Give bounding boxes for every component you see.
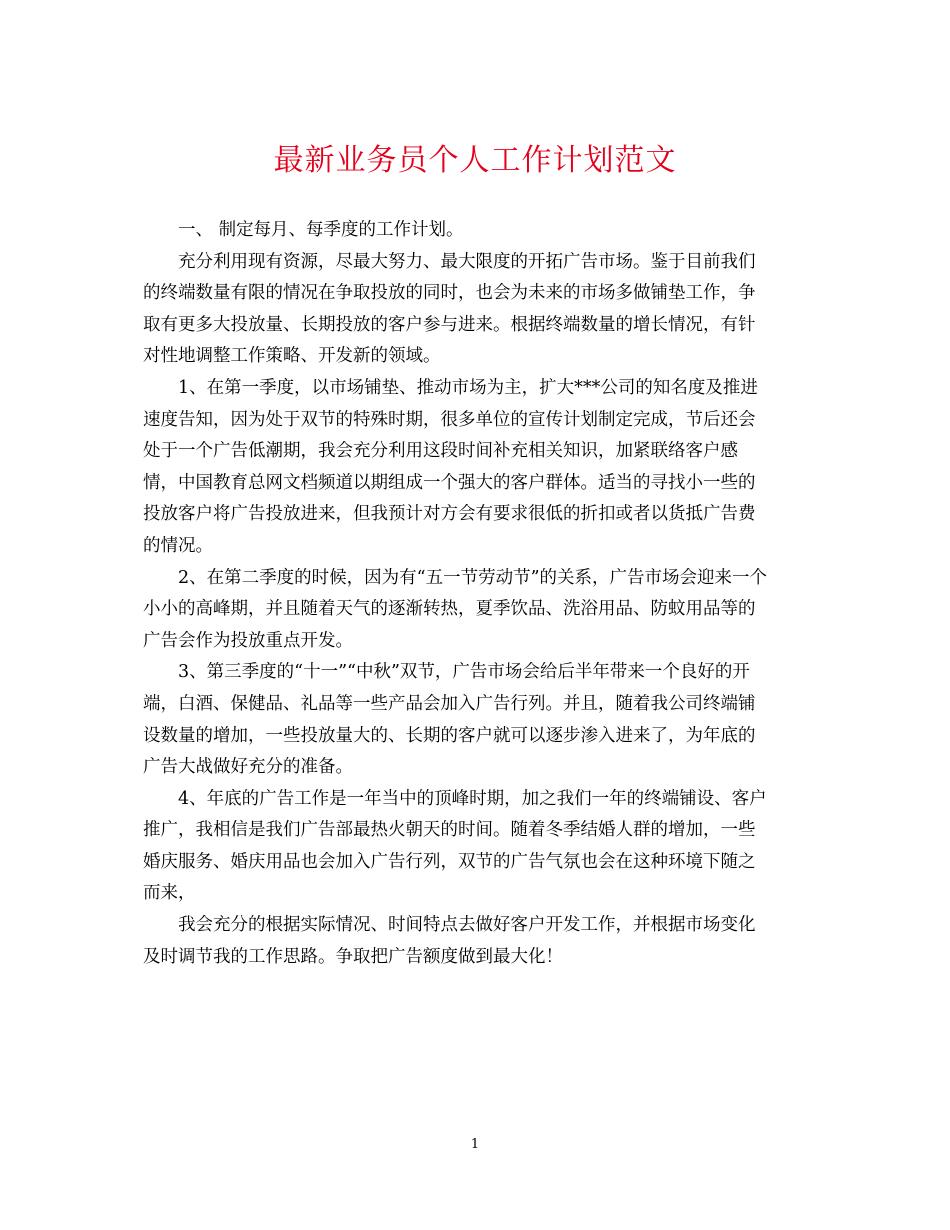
document-title: 最新业务员个人工作计划范文 (273, 143, 677, 178)
body-paragraph: 1、在第一季度，以市场铺垫、推动市场为主，扩大***公司的知名度及推进 速度告知，因为处于双节的特殊时期，很多单位的宣传计划制定完成，节后还会 处于一个广告低潮期，我会充分利用这段时间补充相关知识，加紧联络客户感 情，中国教育总网文档频道以期组成一个强大的客户群体。适当的寻找小一些的 投放客户将广告投放进来，但我预计对方会有要求很低的折扣或者以货抵广告费 的情况。 (143, 377, 758, 556)
page-number: 1 (470, 1137, 480, 1152)
body-paragraph: 4、年底的广告工作是一年当中的顶峰时期，加之我们一年的终端铺设、客户 推广，我相信是我们广告部最热火朝天的时间。随着冬季结婚人群的增加，一些 婚庆服务、婚庆用品也会加入广告行列，双节的广告气氛也会在这种环境下随之 而来， (143, 788, 767, 904)
heading-paragraph: 一、 制定每月、每季度的工作计划。 (178, 220, 464, 240)
body-paragraph: 2、在第二季度的时候，因为有“五一节劳动节”的关系，广告市场会迎来一个 小小的高峰期，并且随着天气的逐渐转热，夏季饮品、洗浴用品、防蚊用品等的 广告会作为投放重点开发。 (143, 567, 768, 651)
document-body (143, 215, 807, 973)
body-paragraph: 3、第三季度的“十一”“中秋”双节，广告市场会给后半年带来一个良好的开 端，白酒、保健品、礼品等一些产品会加入广告行列。并且，随着我公司终端铺 设数量的增加，一些投放量大的、长期的客户就可以逐步渗入进来了，为年底的 广告大战做好充分的准备。 (143, 662, 756, 778)
body-paragraph: 充分利用现有资源，尽最大努力、最大限度的开拓广告市场。鉴于目前我们 的终端数量有限的情况在争取投放的同时，也会为未来的市场多做铺垫工作，争 取有更多大投放量、长期投放的客户参与进来。根据终端数量的增长情况，有针 对性地调整工作策略、开发新的领域。 (143, 251, 756, 367)
body-paragraph: 我会充分的根据实际情况、时间特点去做好客户开发工作，并根据市场变化 及时调节我的工作思路。争取把广告额度做到最大化！ (143, 915, 756, 967)
